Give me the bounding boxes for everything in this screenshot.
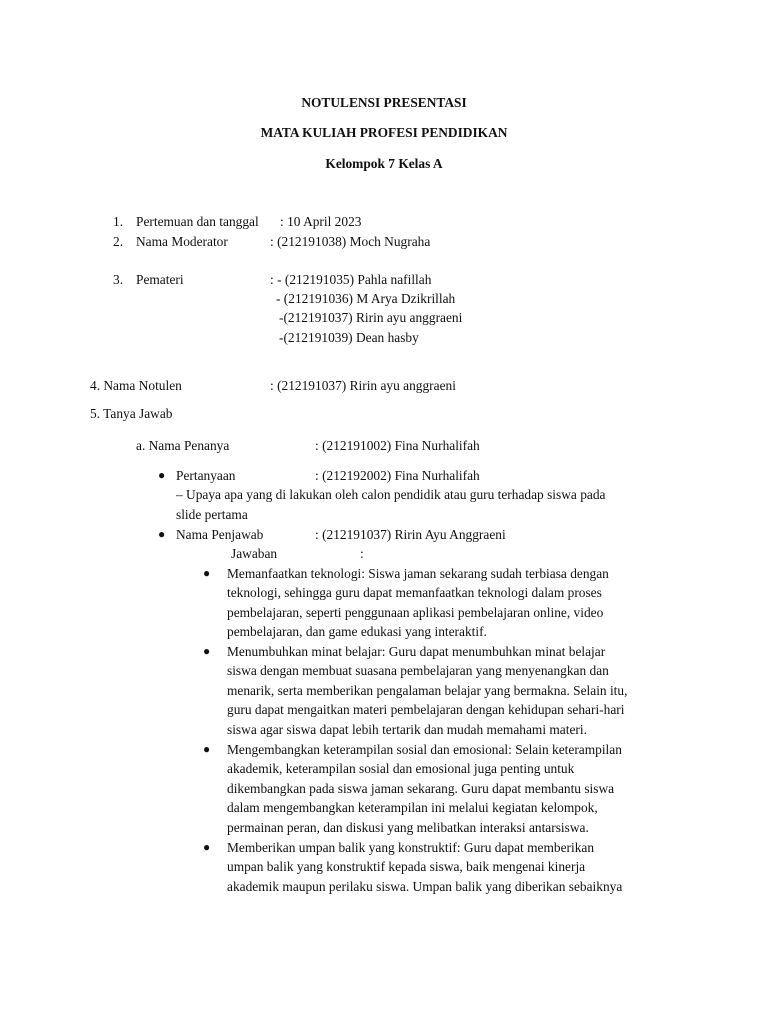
answerer-value: : (212191037) Ririn Ayu Anggraeni <box>315 527 506 542</box>
answer-colon: : <box>360 546 364 561</box>
item-number-2: 2. <box>113 234 124 249</box>
item-label-notulen: 4. Nama Notulen <box>90 378 182 393</box>
item-value-date: : 10 April 2023 <box>280 214 362 229</box>
presenter-2: - (212191036) M Arya Dzikrillah <box>276 291 456 306</box>
bullet-icon: ● <box>203 566 211 580</box>
item-value-moderator: : (212191038) Moch Nugraha <box>270 234 431 249</box>
answer-line: Memanfaatkan teknologi: Siswa jaman sekarang sudah terbiasa dengan <box>227 566 609 581</box>
answer-line: dalam mengembangkan keterampilan ini melalui kegiatan kelompok, <box>227 800 598 815</box>
presenter-3: -(212191037) Ririn ayu anggraeni <box>279 310 463 325</box>
question-text-line: – Upaya apa yang di lakukan oleh calon pendidik atau guru terhadap siswa pada <box>176 487 606 502</box>
item-label-date: Pertemuan dan tanggal <box>136 214 259 229</box>
question-label: Pertanyaan <box>176 468 236 483</box>
answer-label: Jawaban <box>231 546 278 561</box>
course-title: MATA KULIAH PROFESI PENDIDIKAN <box>260 125 508 140</box>
answer-line: umpan balik yang konstruktif kepada siswa, baik mengenai kinerja <box>227 859 586 874</box>
answer-line: siswa dengan membuat suasana pembelajaran yang menyenangkan dan <box>227 663 609 678</box>
item-number-3: 3. <box>113 272 124 287</box>
asker-value: : (212191002) Fina Nurhalifah <box>315 438 480 453</box>
answer-line: menarik, serta memberikan pengalaman belajar yang bermakna. Selain itu, <box>227 683 628 698</box>
answer-line: teknologi, sehingga guru dapat memanfaatkan teknologi dalam proses <box>227 585 602 600</box>
bullet-icon: ● <box>203 840 211 854</box>
answer-line: Memberikan umpan balik yang konstruktif: Guru dapat memberikan <box>227 840 595 855</box>
question-text-line: slide pertama <box>176 507 248 522</box>
item-number-1: 1. <box>113 214 124 229</box>
question-value: : (212192002) Fina Nurhalifah <box>315 468 480 483</box>
answer-line: akademik, keterampilan sosial dan emosional juga penting untuk <box>227 761 575 776</box>
presenter-1: : - (212191035) Pahla nafillah <box>270 272 432 287</box>
answerer-label: Nama Penjawab <box>176 527 264 542</box>
item-label-presenter: Pemateri <box>136 272 184 287</box>
answer-line: siswa agar siswa dapat lebih tertarik dan mudah memahami materi. <box>227 722 587 737</box>
item-label-qa: 5. Tanya Jawab <box>90 406 173 421</box>
document-title: NOTULENSI PRESENTASI <box>301 95 467 110</box>
item-label-moderator: Nama Moderator <box>136 234 228 249</box>
asker-label: a. Nama Penanya <box>136 438 230 453</box>
bullet-icon: ● <box>203 742 211 756</box>
answer-line: Mengembangkan keterampilan sosial dan emosional: Selain keterampilan <box>227 742 622 757</box>
bullet-icon: ● <box>158 527 166 541</box>
answer-line: akademik maupun perilaku siswa. Umpan balik yang diberikan sebaiknya <box>227 879 623 894</box>
item-value-notulen: : (212191037) Ririn ayu anggraeni <box>270 378 456 393</box>
answer-line: dikembangkan pada siswa jaman sekarang. Guru dapat membantu siswa <box>227 781 615 796</box>
bullet-icon: ● <box>203 644 211 658</box>
presenter-4: -(212191039) Dean hasby <box>279 330 419 345</box>
answer-line: guru dapat mengaitkan materi pembelajaran dengan kehidupan sehari-hari <box>227 702 625 717</box>
answer-line: permainan peran, dan diskusi yang melibatkan interaksi antarsiswa. <box>227 820 589 835</box>
bullet-icon: ● <box>158 468 166 482</box>
answer-line: pembelajaran, dan game edukasi yang interaktif. <box>227 624 487 639</box>
answer-line: pembelajaran, seperti penggunaan aplikasi pembelajaran online, video <box>227 605 604 620</box>
group-title: Kelompok 7 Kelas A <box>325 156 443 171</box>
answer-line: Menumbuhkan minat belajar: Guru dapat menumbuhkan minat belajar <box>227 644 606 659</box>
